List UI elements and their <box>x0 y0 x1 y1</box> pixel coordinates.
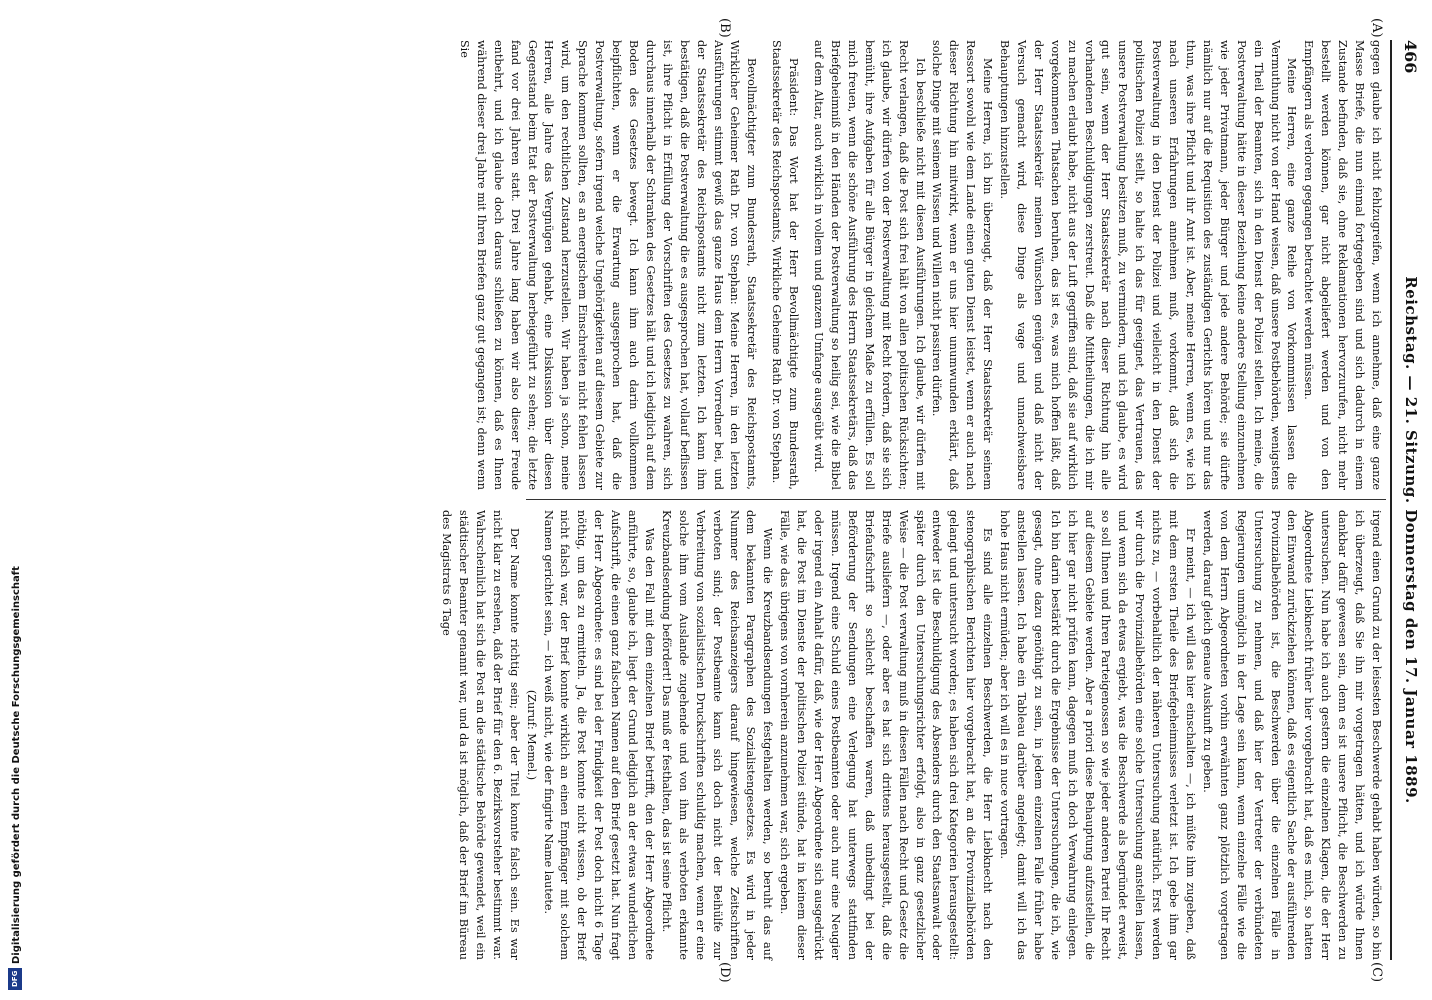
margin-marker-b: (B) <box>717 18 732 38</box>
left-text-column <box>455 40 1384 490</box>
paragraph: gegen glaube ich nicht fehlzugreifen, wenn ich annehme, daß eine ganze Masse Briefe, die nun einmal fortgegeben sind und sich dadurch in einem Zustande befinden, daß sie, ohne Reklamationen hervorzurufen, nicht mehr bestellt werden können, gar nicht abgeliefert werden und von den Empfängern als verloren gegangen betrachtet werden müssen. <box>1302 40 1383 490</box>
right-text-column <box>437 510 1384 960</box>
digitization-footer <box>4 4 24 994</box>
speaker-paragraph: Bevollmächtigter zum Bundesrath, Staatssekretär des Reichspostamts, Wirklicher Geheimer Rath Dr. von Stephan: Meine Herren, in den letzten Ausführungen stimmt gewiß das ganze Haus dem Herrn Vorredner bei, und der Staatssekretär des Reichspostamts nicht zum letzten. Ich kann ihm bestätigen, daß die Postverwaltung die es ausgesprochen hat, vollauf beflissen ist, ihre Pflicht in Erfüllung der Vorschriften des Gesetzes zu wahren, sich durchaus innerhalb der Schranken des Gesetzes hält und ich lediglich auf dem Boden des Gesetzes bewegt. Ich kann ihm auch darin vollkommen beipflichten, wenn er die Erwartung ausgesprochen hat, daß die Postverwaltung, sofern irgend welche Ungehörigkeiten auf diesem Gebiete zur Sprache kommen sollten, es an energischem Einschreiten nicht fehlen lassen wird, um den rechtlichen Zustand herzustellen. Wir haben ja schon, meine Herren, alle Jahre das Vergnügen gehabt, eine Diskussion über diesen Gegenstand beim Etat der Postverwaltung herbeigeführt zu sehen; die letzte fand vor drei Jahren statt. Drei Jahre lang haben wir also dieser Freude entbehrt, und ich glaube doch daraus schließen zu können, daß es Ihnen während dieser drei Jahre mit Ihren Briefen ganz gut gegangen ist; denn wenn Sie <box>457 40 759 490</box>
paragraph: Er meint, — ich will das hier einschalten —, ich müßte ihm zugeben, daß mit dem ersten Theile des Briefgeheimnisses verletzt ist. Ich gebe ihm gar nichts zu, — vorbehaltlich der näheren Untersuchung natürlich. Erst werden wir durch die Provinzialbehörden eine solche Untersuchung anstellen lassen, und wenn sich da etwas ergiebt, was die Beschwerde als begründet erweist, so soll Ihnen und Ihren Parteigenossen so wie jeder anderen Partei Ihr Recht auf diesem Gebiete werden. Aber a priori diese Behauptung aufzustellen, die ich hier gar nicht prüfen kann, dagegen muß ich doch Verwahrung einlegen. Ich bin darin bestärkt durch die Ergebnisse der Untersuchungen, die ich, wie gesagt, ohne dazu genöthigt zu sein, in jedem einzelnen Falle früher habe anstellen lassen. Ich habe ein Tableau darüber angelegt; damit will ich das hohe Haus nicht ermüden; aber ich will es in nuce vortragen. <box>998 510 1198 960</box>
margin-marker-c: (C) <box>1369 962 1384 983</box>
paragraph: Was den Fall mit dem einzelnen Brief betrifft, den der Herr Abgeordnete anführte, so, glaube ich, liegt der Grund lediglich an der etwas wunderlichen Aufschrift, die einen ganz falschen Namen auf den Brief gesetzt hat. Nun fragt der Herr Abgeordnete: es sind bei der Findigkeit der Post doch nicht 6 Tage nöthig, um das zu ermitteln. Ja, die Post konnte nicht wissen, ob der Brief nicht falsch war, der Brief konnte wirklich an einen Empfänger mit solchem Namen gerichtet sein, — ich weiß nicht, wie der fingirte Name lautete. <box>541 510 657 960</box>
dfg-credit-text: Digitalisierung gefördert durch die Deutsche Forschungsgemeinschaft <box>11 566 22 964</box>
paragraph: Ich beschließe nicht mit diesen Ausführungen. Ich glaube, wir dürfen mit Recht verlangen, daß die Post sich frei hält von allen politischen Rücksichten; ich glaube, wir dürfen von der Postverwaltung mit Recht fordern, daß sie sich bemüht, ihre Aufgaben für alle Bürger in gleichem Maße zu erfüllen. Es soll mich freuen, wenn die schöne Ausführung des Herrn Staatssekretärs, daß das Briefgeheimniß in den Händen der Postverwaltung so heilig sei, wie die Bibel auf dem Altar, auch wirklich in vollem und ganzem Umfange ausgeübt wird. <box>812 40 927 490</box>
interjection: (Zuruf: Memel.) <box>524 689 538 781</box>
paragraph: Meine Herren, ich bin überzeugt, daß der Herr Staatssekretär seinem Ressort sowohl wie dem Lande einen guten Dienst leistet, wenn er auch nach dieser Richtung hin mitwirkt, wenn er uns hier unumwunden erklärt, daß solche Dinge mit seinem Wissen und Willen nicht passiren dürfen. <box>930 40 995 490</box>
paragraph: irgend einen Grund zu der leisesten Beschwerde gehabt haben würden, so bin ich überzeugt, daß Sie ihn mir vorgetragen hätten, und ich würde Ihnen dankbar dafür gewesen sein, denn es ist unsere Pflicht, die Beschwerden zu untersuchen. Nun habe ich auch gestern die einzelnen Klagen, die der Herr Abgeordnete Liebknecht früher hier vorgebracht hat, daß es mich, so hatten den Einwand zurückziehen können, daß es eigentlich Sache der ausführenden Provinzialbehörden ist, die Beschwerden über die einzelnen Fälle in Untersuchung zu nehmen, und daß hier der Vertreter der verbündeten Regierungen unmöglich in der Lage sein kann, wenn einzelne Fälle wie die von dem Herrn Abgeordneten vorhin erwähnten ganz plötzlich vorgetragen werden, darauf gleich genaue Auskunft zu geben. <box>1200 510 1383 960</box>
paragraph: Meine Herren, eine ganze Reihe von Vorkommnissen lassen die Vermuthung nicht von der Hand weisen, daß unsere Postbehörden, wenigstens ein Theil der Beamten, sich in den Dienst der Polizei stellen. Ich meine, die Postverwaltung hätte in dieser Beziehung keine andere Stellung einzunehmen wie jeder Privatmann, jeder Bürger und jede andere Behörde; sie dürfte nämlich nur auf die Requisition des zuständigen Gerichts hören und nur das thun, was ihre Pflicht und ihr Amt ist. Aber, meine Herren, wenn es, wie ich nach unseren Erfahrungen annehmen muß, vorkommt, daß sich die Postverwaltung in den Dienst der Polizei und vielleicht in den Dienst der politischen Polizei stellt, so halte ich das für geeignet, das Vertrauen, das unsere Postverwaltung besitzen muß, zu vermindern, und ich glaube, es wird gut sein, wenn der Herr Staatssekretär nach dieser Richtung hin alle vorhandenen Beschuldigungen zerstreut. Daß die Mittheilungen, die ich mir zu machen erlaubt habe, nicht aus der Luft gegriffen sind, daß sie auf wirklich vorgekommenen Thatsachen beruhen, das ist es, was mich hoffen läßt, daß der Herr Staatssekretär meinen Wünschen genügen und daß nicht der Versuch gemacht wird, diese Dinge als vage und unnachweisbare Behauptungen hinzustellen. <box>998 40 1299 490</box>
paragraph: Es sind alle einzelnen Beschwerden, die Herr Liebknecht nach den stenographischen Berichten hier vorgebracht hat, an die Provinzialbehörden gelangt und untersucht worden; es haben sich drei Kategorien herausgestellt: entweder ist die Beschuldigung des Absenders durch den Staatsanwalt oder später durch den Untersuchungsrichter erfolgt, also in ganz gesetzlicher Weise — die Post verwaltung muß in diesen Fällen nach Recht und Gesetz die Briefe ausliefern —, oder aber es hat sich drittens herausgestellt, daß die Briefaufschrift so schlecht beschaffen waren, daß unbedingt bei der Beförderung der Sendungen eine Verlegung hat unterwegs stattfinden müssen. Irgend eine Schuld eines Postbeamten oder auch nur eine Neugier oder irgend ein Anhalt dafür, daß, wie der Herr Abgeordnete sich ausgedrückt hat, die Post im Dienste der politischen Polizei stünde, hat in keinem dieser Fälle, wie das übrigens von vornherein anzunehmen war, sich ergeben. <box>778 510 995 960</box>
column-separator <box>526 499 1386 500</box>
speaker-paragraph: Präsident: Das Wort hat der Herr Bevollmächtigte zum Bundesrath, Staatssekretär des Reichspostamts, Wirkliche Geheime Rath Dr. von Stephan. <box>770 40 801 490</box>
margin-marker-d: (D) <box>717 962 732 983</box>
paragraph: Wenn die Kreuzbandsendungen festgehalten werden, so beruht das auf dem bekannten Paragraphen des Sozialistengesetzes. Es wird in jeder Nummer des Reichsanzeigers darauf hingewiesen, welche Zeitschriften verboten sind; der Postbeamte kann sich doch nicht der Beihülfe zur Verbreitung von sozialistischen Druckschriften schuldig machen, wenn er eine solche ihm vom Auslande zugehende und von ihm als verboten erkannte Kreuzbandsendung befördert! Das muß er festhalten, das ist seine Pflicht. <box>659 510 775 960</box>
dfg-logo-icon: DFG <box>8 968 22 990</box>
margin-marker-a: (A) <box>1369 18 1384 38</box>
page-number: 466 <box>1401 40 1420 74</box>
header-rule <box>1390 40 1392 960</box>
running-title: Reichstag. — 21. Sitzung. Donnerstag den 17. Januar 1889. <box>1402 276 1420 804</box>
paragraph: Der Name konnte richtig sein; aber der Titel konnte falsch sein. Es war nicht klar zu ersehen, daß der Brief für den 6. Bezirksvorsteher bestimmt war. Wahrscheinlich hat sich die Post an die städtische Behörde gewendet, weil ein städtischer Beamter genannt war, und da ist möglich, daß der Brief im Büreau des Magistrats 6 Tage <box>440 510 521 960</box>
page-header <box>1396 40 1424 980</box>
